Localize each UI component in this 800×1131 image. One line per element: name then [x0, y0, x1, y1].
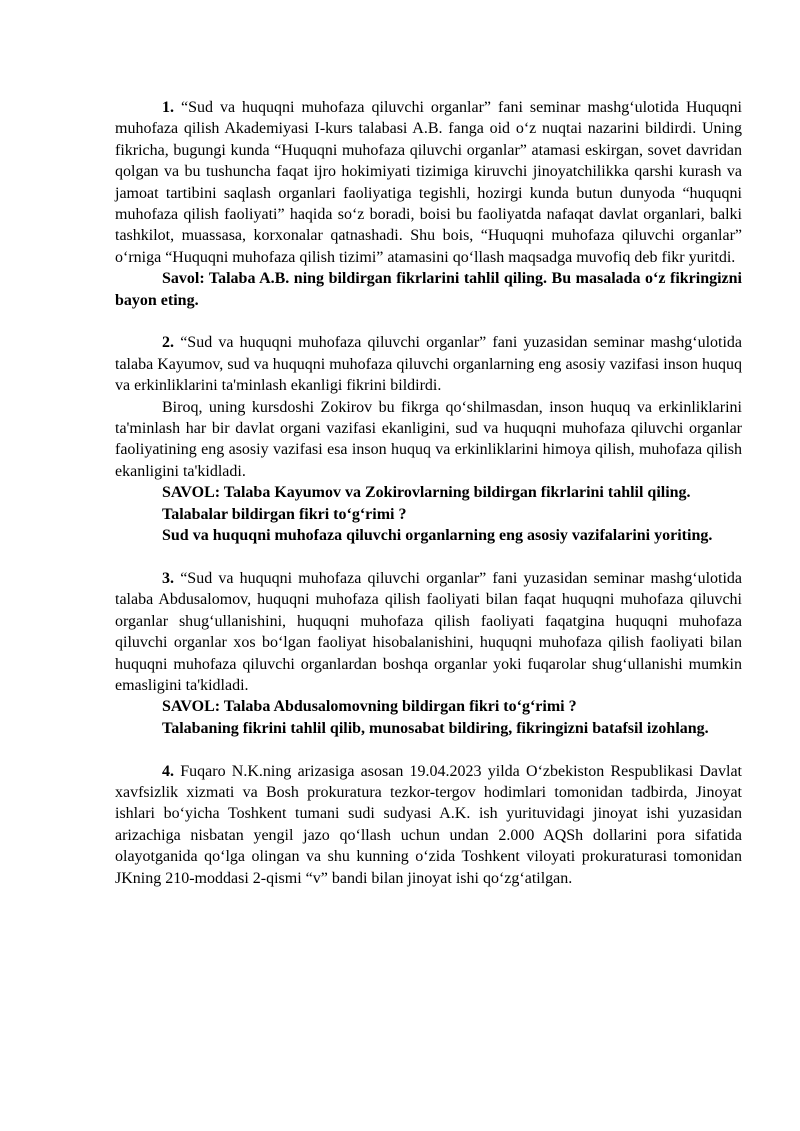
task-2-question-3: Sud va huquqni muhofaza qiluvchi organlarning eng asosiy vazifalarini yoriting. [162, 527, 713, 545]
spacer [115, 547, 742, 568]
task-1-paragraph [115, 97, 742, 268]
document-page [115, 97, 742, 889]
task-3-number: 3. [162, 569, 174, 587]
task-1-number: 1. [162, 99, 174, 116]
task-2-text: “Sud va huquqni muhofaza qiluvchi organlar” fani yuzasidan seminar mashg‘ulotida talaba Kayumov, sud va huquqni muhofaza qiluvchi organlarning eng asosiy vazifasi inson huquq va erkinliklarini ta'minlash ekanligi fikrini bildirdi. [115, 334, 743, 395]
spacer [115, 311, 742, 332]
task-2-question-1: SAVOL: Talaba Kayumov va Zokirovlarning bildirgan fikrlarini tahlil qiling. [162, 484, 691, 502]
spacer [115, 739, 742, 760]
task-4-text: Fuqaro N.K.ning arizasiga asosan 19.04.2023 yilda O‘zbekiston Respublikasi Davlat xavfsizlik xizmati va Bosh prokuratura tezkor-tergov hodimlari tomonidan tadbirda, Jinoyat ishlari bo‘yicha Toshkent tumani sudi sudyasi A.K. ish yurituvidagi jinoyat ishi yuzasidan arizachiga nisbatan yengil jazo qo‘llash uchun undan 2.000 AQSh dollarini pora sifatida olayotganida qo‘lga olingan va shu kunning o‘zida Toshkent viloyati prokuraturasi tomonidan JKning 210-moddasi 2-qismi “v” bandi bilan jinoyat ishi qo‘zg‘atilgan. [115, 762, 742, 887]
task-2-number: 2. [162, 334, 174, 352]
task-4-paragraph [115, 761, 742, 889]
task-3-paragraph [115, 568, 742, 696]
task-2-paragraph-2: Biroq, uning kursdoshi Zokirov bu fikrga qo‘shilmasdan, inson huquq va erkinliklarini ta'minlash har bir davlat organi vazifasi ekanligini, sud va huquqni muhofaza qiluvchi organlar faoliyatining eng asosiy vazifasi esa inson huquq va erkinliklarini himoya qilish, muhofaza qilish ekanligini ta'kidladi. [115, 398, 742, 480]
task-3-question-2: Talabaning fikrini tahlil qilib, munosabat bildiring, fikringizni batafsil izohlang. [162, 719, 709, 737]
task-2-question-2: Talabalar bildirgan fikri to‘g‘rimi ? [162, 505, 407, 523]
task-4-number: 4. [162, 762, 174, 780]
task-1-text: “Sud va huquqni muhofaza qiluvchi organlar” fani seminar mashg‘ulotida Huquqni muhofaza qilish Akademiyasi I-kurs talabasi A.B. fanga oid o‘z nuqtai nazarini bildirdi. Uning fikricha, bugungi kunda “Huquqni muhofaza qiluvchi organlar” atamasi eskirgan, sovet davridan qolgan va bu tushuncha faqat ijro hokimiyati tizimiga kiruvchi jinoyatchilikka qarshi kurash va jamoat tartibini saqlash organlari faoliyatiga tegishli, hozirgi kunda butun dunyoda “huquqni muhofaza qilish faoliyati” haqida so‘z boradi, boisi bu faoliyatda nafaqat davlat organlari, balki tashkilot, muassasa, korxonalar qatnashadi. Shu bois, “Huquqni muhofaza qiluvchi organlar” o‘rniga “Huquqni muhofaza qilish tizimi” atamasini qo‘llash maqsadga muvofiq deb fikr yuritdi. [115, 99, 743, 266]
task-3-text: “Sud va huquqni muhofaza qiluvchi organlar” fani yuzasidan seminar mashg‘ulotida talaba Abdusalomov, huquqni muhofaza qilish faoliyati bilan faqat huquqni muhofaza qiluvchi organlar shug‘ullanishini, huquqni muhofaza qilish faoliyati faqatgina huquqni muhofaza qiluvchi organlar xos bo‘lgan faoliyat hisobalanishini, huquqni muhofaza qilish faoliyati bilan huquqni muhofaza qiluvchi organlardan boshqa organlar yoki fuqarolar shug‘ullanishi mumkin emasligini ta'kidladi. [115, 569, 743, 694]
task-2-paragraph [115, 332, 742, 396]
task-1-question: Savol: Talaba A.B. ning bildirgan fikrlarini tahlil qiling. Bu masalada o‘z fikringizni bayon eting. [115, 270, 742, 309]
task-3-question-1: SAVOL: Talaba Abdusalomovning bildirgan fikri to‘g‘rimi ? [162, 698, 577, 716]
